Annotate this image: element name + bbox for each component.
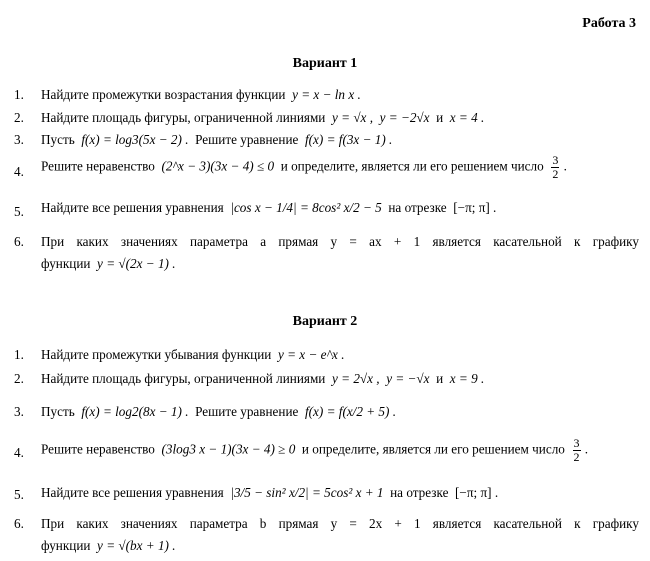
page-header: Работа 3 [582, 16, 636, 31]
problem-text: Найдите все решения уравнения [41, 485, 224, 500]
variant-1-title: Вариант 1 [292, 56, 358, 71]
formula-line-1: y = √x , [331, 110, 373, 125]
equation: f(x) = f(3x − 1) . [304, 132, 393, 147]
formula-line-3: x = 9 . [449, 371, 485, 386]
problem-text: Найдите промежутки убывания функции [41, 347, 272, 362]
problem-number: 3. [14, 404, 24, 419]
problem-formula: y = x − e^x . [277, 347, 345, 362]
problem-number: 1. [14, 347, 24, 362]
problem-text-continued: функции [41, 256, 91, 271]
problem-number: 4. [14, 445, 24, 460]
problem-text-continued: функции [41, 538, 91, 553]
fraction: $\frac{3}{2}$ [573, 436, 580, 464]
problem-text: на отрезке [390, 485, 449, 500]
formula-line-1: y = 2√x , [331, 371, 380, 386]
problem-text: Решите уравнение [195, 132, 299, 147]
inequality: (3log3 x − 1)(3x − 4) ≥ 0 [161, 441, 296, 457]
function-formula: y = √(bx + 1) . [97, 538, 176, 553]
problem-text: При каких значениях параметра b прямая y = 2x + 1 является касательной к графику [41, 516, 639, 531]
equation: f(x) = f(x/2 + 5) . [304, 404, 397, 419]
variant-2-title: Вариант 2 [292, 314, 358, 329]
problem-text: Решите неравенство [41, 441, 155, 457]
problem-text: и определите, является ли его решением число [301, 441, 565, 457]
problem-number: 5. [14, 204, 24, 219]
function-definition: f(x) = log2(8x − 1) . [81, 404, 189, 419]
problem-text: Найдите все решения уравнения [41, 200, 224, 215]
interval: [−π; π] . [455, 485, 499, 500]
function-formula: y = √(2x − 1) . [97, 256, 176, 271]
conjunction: и [436, 110, 444, 125]
problem-text: Пусть [41, 132, 75, 147]
problem-text: Найдите промежутки возрастания функции [41, 87, 286, 102]
problem-text: Найдите площадь фигуры, ограниченной линиями [41, 371, 326, 386]
problem-number: 2. [14, 110, 24, 125]
conjunction: и [436, 371, 444, 386]
problem-number: 5. [14, 487, 24, 502]
problem-number: 6. [14, 516, 24, 531]
inequality: (2^x − 3)(3x − 4) ≤ 0 [161, 158, 275, 174]
equation: |cos x − 1/4| = 8cos² x/2 − 5 [230, 200, 382, 215]
problem-formula: y = x − ln x . [292, 87, 361, 102]
formula-line-2: y = −2√x [379, 110, 430, 125]
equation: |3/5 − sin² x/2| = 5cos² x + 1 [230, 485, 384, 500]
interval: [−π; π] . [453, 200, 497, 215]
problem-text: Найдите площадь фигуры, ограниченной линиями [41, 110, 326, 125]
function-definition: f(x) = log3(5x − 2) . [81, 132, 189, 147]
problem-number: 1. [14, 87, 24, 102]
problem-text: и определите, является ли его решением число [280, 158, 544, 174]
problem-text: При каких значениях параметра a прямая y = ax + 1 является касательной к графику [41, 234, 639, 249]
problem-number: 6. [14, 234, 24, 249]
formula-line-2: y = −√x [386, 371, 430, 386]
problem-number: 3. [14, 132, 24, 147]
problem-text: Решите неравенство [41, 158, 155, 174]
formula-line-3: x = 4 . [449, 110, 485, 125]
problem-text: на отрезке [388, 200, 447, 215]
problem-text: Решите уравнение [195, 404, 299, 419]
problem-number: 4. [14, 164, 24, 179]
problem-number: 2. [14, 371, 24, 386]
fraction: $\frac{3}{2}$ [552, 153, 559, 181]
problem-text: Пусть [41, 404, 75, 419]
